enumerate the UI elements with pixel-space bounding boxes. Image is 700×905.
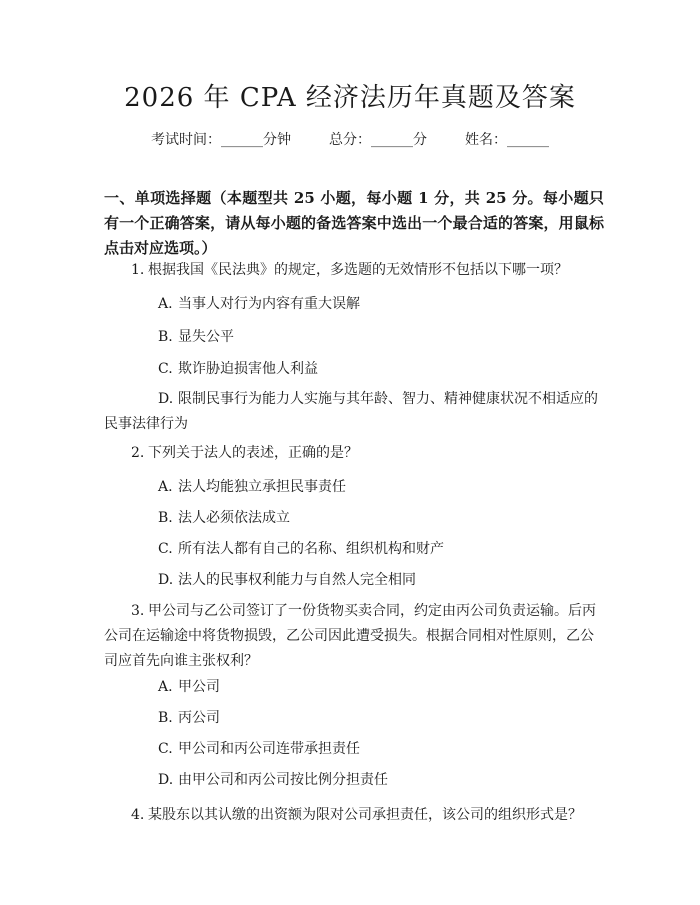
option-text: 当事人对行为内容有重大误解	[178, 296, 360, 312]
question-3-option-c[interactable]	[104, 737, 598, 762]
option-text: 由甲公司和丙公司按比例分担责任	[178, 772, 388, 788]
option-text: 欺诈胁迫损害他人利益	[178, 361, 318, 377]
question-3-option-b[interactable]	[104, 706, 598, 731]
option-letter: A.	[158, 296, 173, 312]
option-text: 显失公平	[178, 329, 234, 345]
question-text: 某股东以其认缴的出资额为限对公司承担责任，该公司的组织形式是？	[148, 807, 582, 823]
question-1	[104, 258, 598, 283]
option-letter: D.	[158, 391, 174, 407]
option-text: 法人均能独立承担民事责任	[178, 479, 346, 495]
option-letter: B.	[158, 510, 173, 526]
question-4	[104, 803, 598, 828]
question-number: 4.	[131, 807, 145, 823]
question-text: 甲公司与乙公司签订了一份货物买卖合同，约定由丙公司负责运输。后丙公司在运输途中将货物损毁，乙公司因此遭受损失。根据合同相对性原则，乙公司应首先向谁主张权利？	[104, 603, 596, 669]
option-letter: A.	[158, 679, 173, 695]
question-text: 根据我国《民法典》的规定，多选题的无效情形不包括以下哪一项？	[148, 262, 568, 278]
exam-meta	[0, 129, 700, 151]
option-letter: A.	[158, 479, 173, 495]
question-1-option-b[interactable]	[104, 325, 598, 350]
question-2-option-b[interactable]	[104, 506, 598, 531]
option-text: 法人的民事权利能力与自然人完全相同	[178, 572, 416, 588]
option-letter: D.	[158, 772, 174, 788]
name-field: 姓名：______	[465, 132, 549, 148]
question-3-option-d[interactable]	[104, 768, 598, 793]
option-text: 所有法人都有自己的名称、组织机构和财产	[178, 541, 444, 557]
question-3	[104, 599, 598, 674]
option-text: 甲公司	[178, 679, 220, 695]
option-letter: C.	[158, 741, 173, 757]
question-2	[104, 441, 598, 466]
question-2-option-a[interactable]	[104, 475, 598, 500]
question-3-option-a[interactable]	[104, 675, 598, 700]
page-title: 2026 年 CPA 经济法历年真题及答案	[124, 83, 576, 113]
option-text: 限制民事行为能力人实施与其年龄、智力、精神健康状况不相适应的民事法律行为	[104, 391, 598, 432]
question-2-option-c[interactable]	[104, 537, 598, 562]
question-2-option-d[interactable]	[104, 568, 598, 593]
question-number: 2.	[131, 445, 145, 461]
question-number: 1.	[131, 262, 145, 278]
option-text: 丙公司	[178, 710, 220, 726]
question-1-option-a[interactable]	[104, 292, 598, 317]
question-1-option-d[interactable]	[104, 387, 598, 437]
question-text: 下列关于法人的表述，正确的是？	[148, 445, 358, 461]
question-number: 3.	[131, 603, 145, 619]
option-letter: C.	[158, 361, 173, 377]
option-letter: B.	[158, 710, 173, 726]
option-text: 甲公司和丙公司连带承担责任	[178, 741, 360, 757]
option-letter: D.	[158, 572, 174, 588]
exam-time-field: 考试时间：______分钟	[151, 132, 291, 148]
question-1-option-c[interactable]	[104, 357, 598, 382]
option-letter: C.	[158, 541, 173, 557]
section-heading: 一、单项选择题（本题型共 25 小题，每小题 1 分，共 25 分。每小题只有一个正确答案，请从每小题的备选答案中选出一个最合适的答案，用鼠标点击对应选项。）	[104, 189, 604, 257]
option-text: 法人必须依法成立	[178, 510, 290, 526]
option-letter: B.	[158, 329, 173, 345]
total-score-field: 总分：______分	[329, 132, 427, 148]
